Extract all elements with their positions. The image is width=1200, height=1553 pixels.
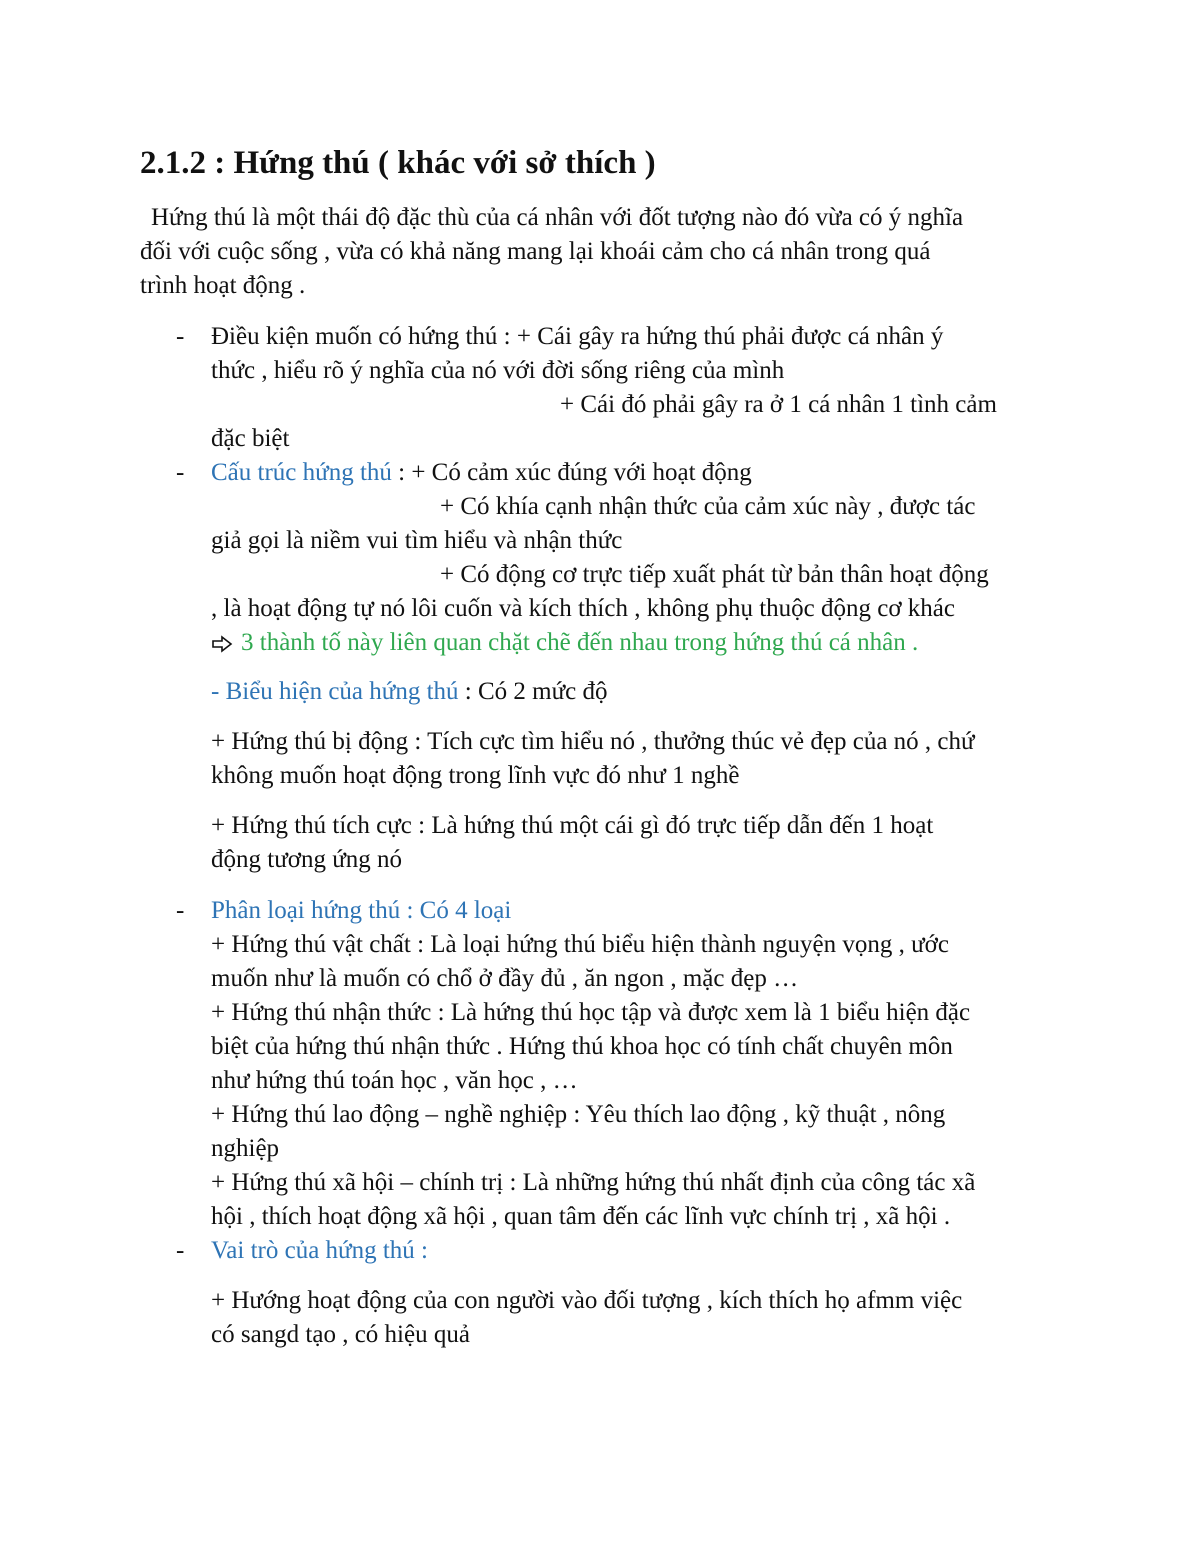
bieu-hien-line: không muốn hoạt động trong lĩnh vực đó như 1 nghề (211, 762, 740, 789)
bullet-dash: - (176, 459, 185, 486)
phan-loai-line: + Hứng thú vật chất : Là loại hứng thú biểu hiện thành nguyện vọng , ước (211, 931, 949, 958)
intro-line: đối với cuộc sống , vừa có khả năng mang lại khoái cảm cho cá nhân trong quá (140, 238, 931, 265)
intro-line: trình hoạt động . (140, 272, 306, 299)
cau-truc-line: giả gọi là niềm vui tìm hiểu và nhận thức (211, 527, 623, 554)
section-heading: 2.1.2 : Hứng thú ( khác với sở thích ) (140, 145, 656, 181)
vai-tro-line: có sangd tạo , có hiệu quả (211, 1321, 470, 1348)
phan-loai-line: hội , thích hoạt động xã hội , quan tâm đến các lĩnh vực chính trị , xã hội . (211, 1203, 951, 1230)
cau-truc-line: , là hoạt động tự nó lôi cuốn và kích thích , không phụ thuộc động cơ khác (211, 595, 955, 622)
dieu-kien-line: đặc biệt (211, 425, 290, 452)
dieu-kien-line: thức , hiểu rõ ý nghĩa của nó với đời sống riêng của mình (211, 357, 785, 384)
bieu-hien-label: - Biểu hiện của hứng thú (211, 678, 459, 705)
bullet-dash: - (176, 323, 185, 350)
bullet-dash: - (176, 1237, 185, 1264)
conclusion-text: 3 thành tố này liên quan chặt chẽ đến nhau trong hứng thú cá nhân . (241, 629, 919, 656)
bieu-hien-line: + Hứng thú bị động : Tích cực tìm hiểu nó , thưởng thúc vẻ đẹp của nó , chứ (211, 728, 975, 755)
bullet-dash: - (176, 897, 185, 924)
phan-loai-line: + Hứng thú xã hội – chính trị : Là những hứng thú nhất định của công tác xã (211, 1169, 976, 1196)
phan-loai-line: biệt của hứng thú nhận thức . Hứng thú khoa học có tính chất chuyên môn (211, 1033, 953, 1060)
phan-loai-label: Phân loại hứng thú : Có 4 loại (211, 897, 512, 924)
bieu-hien-line: động tương ứng nó (211, 846, 403, 873)
phan-loai-line: + Hứng thú lao động – nghề nghiệp : Yêu thích lao động , kỹ thuật , nông (211, 1101, 946, 1128)
vai-tro-label: Vai trò của hứng thú : (211, 1237, 428, 1264)
vai-tro-line: + Hướng hoạt động của con người vào đối tượng , kích thích họ afmm việc (211, 1287, 963, 1314)
arrow-right-icon (211, 635, 233, 653)
cau-truc-label: Cấu trúc hứng thú (211, 459, 392, 486)
dieu-kien-line: + Cái đó phải gây ra ở 1 cá nhân 1 tình cảm (560, 391, 997, 418)
cau-truc-line: + Có động cơ trực tiếp xuất phát từ bản thân hoạt động (440, 561, 989, 588)
bieu-hien-line (211, 677, 608, 707)
dieu-kien-line: Điều kiện muốn có hứng thú : + Cái gây ra hứng thú phải được cá nhân ý (211, 323, 944, 350)
cau-truc-line: + Có khía cạnh nhận thức của cảm xúc này , được tác (440, 493, 976, 520)
phan-loai-line: muốn như là muốn có chổ ở đầy đủ , ăn ngon , mặc đẹp … (211, 965, 799, 992)
cau-truc-first-rest: : + Có cảm xúc đúng với hoạt động (391, 459, 752, 486)
phan-loai-line: nghiệp (211, 1135, 280, 1162)
cau-truc-line (211, 458, 752, 488)
intro-line: Hứng thú là một thái độ đặc thù của cá nhân với đốt tượng nào đó vừa có ý nghĩa (151, 204, 964, 231)
phan-loai-line: như hứng thú toán học , văn học , … (211, 1067, 578, 1094)
phan-loai-line: + Hứng thú nhận thức : Là hứng thú học tập và được xem là 1 biểu hiện đặc (211, 999, 971, 1026)
conclusion-line (211, 628, 918, 658)
bieu-hien-rest: : Có 2 mức độ (458, 678, 608, 705)
bieu-hien-line: + Hứng thú tích cực : Là hứng thú một cái gì đó trực tiếp dẫn đến 1 hoạt (211, 812, 934, 839)
